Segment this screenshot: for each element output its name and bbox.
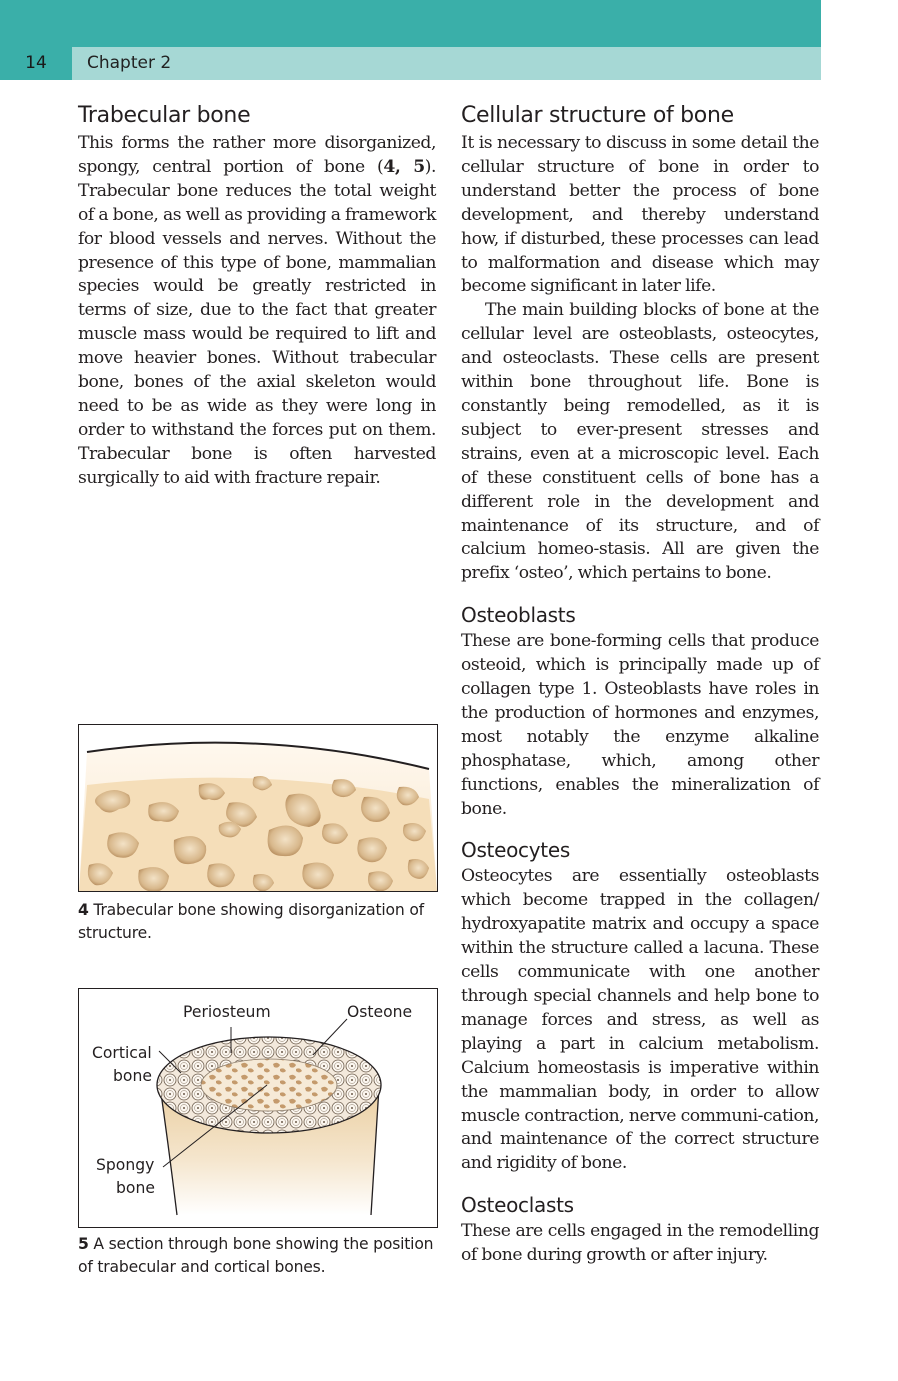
section-gap xyxy=(461,1176,819,1190)
heading-cellular-structure: Cellular structure of bone xyxy=(461,103,734,128)
heading-osteoclasts: Osteoclasts xyxy=(461,1193,574,1218)
section-gap xyxy=(461,586,819,600)
bone-section-illustration xyxy=(79,989,437,1227)
osteoblasts-paragraph: These are bone-forming cells that produce osteoid, which is principally made up of collagen type 1. Osteoblasts have roles in the production of hormones and enzymes, most notably the enzyme alkaline phosphatase, which, among other functions, enables the mineralization of bone. xyxy=(461,631,819,819)
figure-reference: 4, 5 xyxy=(383,156,425,177)
figure-4-number: 4 xyxy=(78,901,89,919)
label-spongy-line2: bone xyxy=(116,1179,155,1197)
section-gap xyxy=(461,821,819,835)
figure-5-caption xyxy=(78,1233,440,1279)
cellular-paragraph-1: It is necessary to discuss in some detail the cellular structure of bone in order to understand better the process of bone development, and thereby understand how, if disturbed, these processes can lead to malformation and disease which may become significant in later life. xyxy=(461,133,819,297)
figure-4-caption-text: Trabecular bone showing disorganization of structure. xyxy=(78,901,424,942)
cellular-paragraph-2: The main building blocks of bone at the cellular level are osteoblasts, osteocytes, and osteoclasts. These cells are present within bone throughout life. Bone is constantly being remodelled, as it is subject to ever-present stresses and strains, even at a microscopic level. Each of these constituent cells of bone has a different role in the development and maintenance of its structure, and of calcium homeo-stasis. All are given the prefix ‘osteo’, which pertains to bone. xyxy=(461,300,819,584)
heading-trabecular-bone: Trabecular bone xyxy=(78,103,251,128)
osteocytes-paragraph: Osteocytes are essentially osteoblasts which become trapped in the collagen/ hydroxyapatite matrix and occupy a space within the structure called a lacuna. These cells communicate with one another through special channels and help bone to manage forces and stress, as well as playing a part in calcium metabolism. Calcium homeostasis is imperative within the mammalian body, in order to allow muscle contraction, nerve communi-cation, and maintenance of the correct structure and rigidity of bone. xyxy=(461,866,819,1174)
heading-osteoblasts: Osteoblasts xyxy=(461,603,576,628)
label-cortical-line1: Cortical xyxy=(92,1044,152,1062)
chapter-label: Chapter 2 xyxy=(87,53,172,73)
header-top-band xyxy=(0,0,821,47)
left-column xyxy=(78,100,436,491)
trabecular-paragraph xyxy=(78,132,436,491)
spongy-core xyxy=(201,1059,337,1111)
right-column xyxy=(461,100,819,1268)
figure-5-number: 5 xyxy=(78,1235,89,1253)
label-spongy-line1: Spongy xyxy=(96,1156,155,1174)
heading-osteocytes: Osteocytes xyxy=(461,838,570,863)
label-cortical-line2: bone xyxy=(113,1067,152,1085)
trabecular-bone-illustration xyxy=(79,725,437,891)
figure-5-caption-text: A section through bone showing the position of trabecular and cortical bones. xyxy=(78,1235,434,1276)
figure-5-bone-section xyxy=(78,988,438,1228)
trabecular-text-start: This forms the rather more disorganized, spongy, central portion of bone ( xyxy=(78,133,436,177)
figure-4-caption xyxy=(78,899,440,945)
label-osteone: Osteone xyxy=(347,1003,413,1021)
figure-4-trabecular-bone xyxy=(78,724,438,892)
trabecular-text-end: ). Trabecular bone reduces the total weight of a bone, as well as providing a framework for blood vessels and nerves. Without the presence of this type of bone, mammalian species would be greatly restricted in terms of size, due to the fact that greater muscle mass would be required to lift and move heavier bones. Without trabecular bone, bones of the axial skeleton would need to be as wide as they were long in order to withstand the forces put on them. Trabecular bone is often harvested surgically to aid with fracture repair. xyxy=(78,156,436,488)
label-periosteum: Periosteum xyxy=(183,1003,271,1021)
page-number: 14 xyxy=(0,47,72,80)
osteoclasts-paragraph: These are cells engaged in the remodelling of bone during growth or after injury. xyxy=(461,1221,819,1266)
